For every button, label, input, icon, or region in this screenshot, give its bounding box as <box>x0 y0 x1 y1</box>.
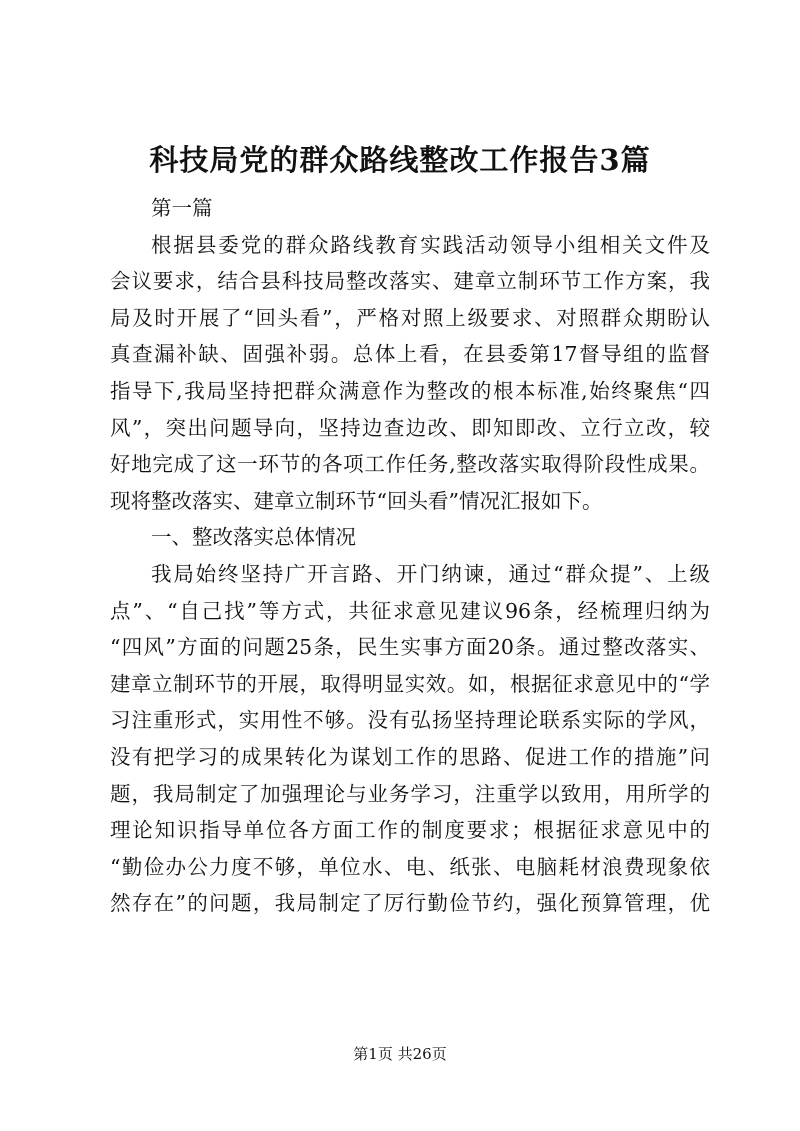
section-heading-overall: 一、整改落实总体情况 <box>151 525 356 550</box>
paragraph-line: “勤俭办公力度不够，单位水、电、纸张、电脑耗材浪费现象依 <box>110 854 710 879</box>
paragraph-line: 现将整改落实、建章立制环节“回头看”情况汇报如下。 <box>110 488 603 513</box>
paragraph-line: 好地完成了这一环节的各项工作任务,整改落实取得阶段性成果。 <box>110 452 710 477</box>
section-heading-first: 第一篇 <box>151 196 213 220</box>
paragraph-line: 根据县委党的群众路线教育实践活动领导小组相关文件及 <box>151 232 710 257</box>
paragraph-line: 理论知识指导单位各方面工作的制度要求；根据征求意见中的 <box>110 818 710 843</box>
document-title: 科技局党的群众路线整改工作报告3篇 <box>149 143 651 177</box>
paragraph-line: 没有把学习的成果转化为谋划工作的思路、促进工作的措施”问 <box>110 744 710 769</box>
paragraph-line: 习注重形式，实用性不够。没有弘扬坚持理论联系实际的学风， <box>110 708 710 733</box>
paragraph-line: 会议要求，结合县科技局整改落实、建章立制环节工作方案，我 <box>110 269 710 294</box>
paragraph-line: 风”，突出问题导向，坚持边查边改、即知即改、立行立改，较 <box>110 415 710 440</box>
paragraph-line: 然存在”的问题，我局制定了厉行勤俭节约，强化预算管理，优 <box>110 891 710 916</box>
paragraph-line: 建章立制环节的开展，取得明显实效。如，根据征求意见中的“学 <box>110 671 710 696</box>
paragraph-line: 指导下,我局坚持把群众满意作为整改的根本标准,始终聚焦“四 <box>110 378 710 403</box>
paragraph-line: 我局始终坚持广开言路、开门纳谏，通过“群众提”、上级 <box>151 561 710 586</box>
document-body <box>110 190 710 922</box>
paragraph-line: “四风”方面的问题25条，民生实事方面20条。通过整改落实、 <box>110 635 710 660</box>
paragraph-line: 真查漏补缺、固强补弱。总体上看，在县委第17督导组的监督 <box>110 342 710 367</box>
paragraph-line: 点”、“自己找”等方式，共征求意见建议96条，经梳理归纳为 <box>110 598 710 623</box>
paragraph-line: 题，我局制定了加强理论与业务学习，注重学以致用，用所学的 <box>110 781 710 806</box>
page-footer: 第1页 共26页 <box>353 1045 447 1063</box>
paragraph-line: 局及时开展了“回头看”，严格对照上级要求、对照群众期盼认 <box>110 305 710 330</box>
